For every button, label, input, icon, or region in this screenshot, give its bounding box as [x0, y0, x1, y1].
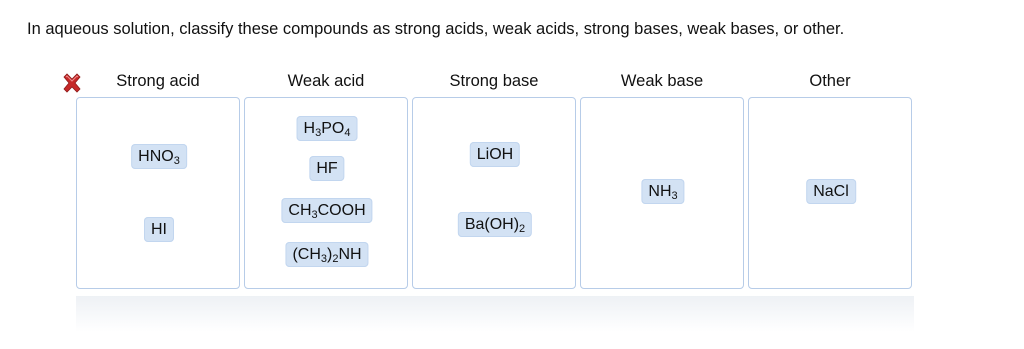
drop-area-shadow — [76, 296, 914, 332]
formula-subscript: 2 — [519, 223, 526, 235]
column-header: Strong base — [449, 72, 539, 90]
compound-chip[interactable] — [458, 212, 532, 237]
compound-chip[interactable] — [470, 142, 520, 167]
formula-text: CH — [288, 202, 312, 219]
column-header: Strong acid — [116, 72, 200, 90]
formula-subscript: 3 — [173, 155, 180, 167]
formula-text: NaCl — [813, 183, 849, 200]
column-header: Weak base — [620, 72, 704, 90]
formula-subscript: 3 — [671, 190, 678, 202]
compound-chip[interactable] — [131, 144, 187, 169]
compound-chip[interactable] — [144, 217, 174, 242]
formula-text: PO — [321, 120, 345, 137]
formula-text: ) — [327, 246, 333, 263]
formula-text: HI — [151, 221, 167, 238]
formula-text: COOH — [317, 202, 366, 219]
formula-text: HNO — [138, 148, 174, 165]
formula-text: LiOH — [476, 146, 514, 163]
compound-chip[interactable] — [297, 116, 358, 141]
drop-column-strong-acid[interactable] — [76, 97, 240, 289]
formula-text: H — [303, 120, 316, 137]
drop-column-other[interactable] — [748, 97, 912, 289]
formula-subscript: 3 — [315, 127, 322, 139]
column-header: Weak acid — [287, 72, 365, 90]
drop-column-strong-base[interactable] — [412, 97, 576, 289]
drop-column-weak-acid[interactable] — [244, 97, 408, 289]
formula-text: NH — [648, 183, 672, 200]
formula-subscript: 3 — [311, 209, 318, 221]
formula-subscript: 4 — [344, 127, 351, 139]
formula-text: (CH — [292, 246, 321, 263]
formula-subscript: 3 — [320, 253, 327, 265]
compound-chip[interactable] — [806, 179, 856, 204]
drop-column-weak-base[interactable] — [580, 97, 744, 289]
compound-chip[interactable] — [309, 156, 344, 181]
question-text: In aqueous solution, classify these compounds as strong acids, weak acids, strong bases, weak bases, or other. — [27, 20, 845, 38]
compound-chip[interactable] — [641, 179, 684, 204]
compound-chip[interactable] — [285, 242, 368, 267]
formula-text: Ba(OH) — [464, 216, 520, 233]
formula-text: NH — [338, 246, 362, 263]
compound-chip[interactable] — [281, 198, 372, 223]
formula-text: HF — [316, 160, 338, 177]
column-header: Other — [809, 72, 851, 90]
formula-subscript: 2 — [332, 253, 339, 265]
